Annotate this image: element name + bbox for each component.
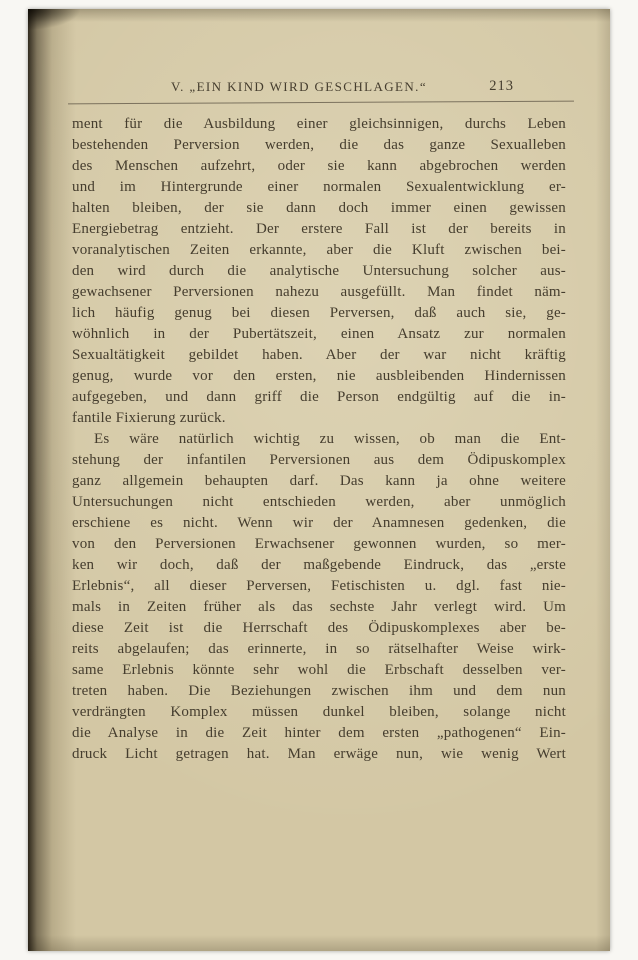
text-line: gewachsener Perversionen nahezu ausgefüllt. Man findet näm- <box>72 284 566 300</box>
text-line: die Analyse in die Zeit hinter dem ersten „pathogenen“ Ein- <box>72 725 566 741</box>
text-line: Erlebnis“, all dieser Perversen, Fetischisten u. dgl. fast nie- <box>72 578 566 594</box>
body-text <box>72 114 566 765</box>
text-line: Untersuchungen nicht entschieden werden, aber unmöglich <box>72 494 566 510</box>
text-line: diese Zeit ist die Herrschaft des Ödipuskomplexes aber be- <box>72 620 566 636</box>
text-line: same Erlebnis könnte sehr wohl die Erbschaft desselben ver- <box>72 662 566 678</box>
text-line: den wird durch die analytische Untersuchung solcher aus- <box>72 263 566 279</box>
text-line: des Menschen aufzehrt, oder sie kann abgebrochen werden <box>72 158 566 174</box>
text-line: genug, wurde vor den ersten, nie ausbleibenden Hindernissen <box>72 368 566 384</box>
text-line: fantile Fixierung zurück. <box>72 410 226 426</box>
scanned-page <box>28 9 610 951</box>
page-content <box>28 9 610 951</box>
running-head <box>72 78 566 98</box>
text-line: treten haben. Die Beziehungen zwischen ihm und dem nun <box>72 683 566 699</box>
text-line: lich häufig genug bei diesen Perversen, daß auch sie, ge- <box>72 305 566 321</box>
text-line: stehung der infantilen Perversionen aus dem Ödipuskomplex <box>72 452 566 468</box>
text-line: und im Hintergrunde einer normalen Sexualentwicklung er- <box>72 179 566 195</box>
text-line: von den Perversionen Erwachsener gewonnen wurden, so mer- <box>72 536 566 552</box>
text-line: bestehenden Perversion werden, die das ganze Sexualleben <box>72 137 566 153</box>
text-line: Es wäre natürlich wichtig zu wissen, ob man die Ent- <box>94 431 566 447</box>
text-line: ganz allgemein behaupten darf. Das kann ja ohne weitere <box>72 473 566 489</box>
text-line: druck Licht getragen hat. Man erwäge nun, wie wenig Wert <box>72 746 566 762</box>
text-line: ken wir doch, daß der maßgebende Eindruck, das „erste <box>72 557 566 573</box>
page-number: 213 <box>489 78 514 94</box>
text-line: voranalytischen Zeiten erkannte, aber die Kluft zwischen bei- <box>72 242 566 258</box>
text-line: aufgegeben, und dann griff die Person endgültig auf die in- <box>72 389 566 405</box>
paragraph <box>72 114 566 429</box>
text-line: wöhnlich in der Pubertätszeit, einen Ansatz zur normalen <box>72 326 566 342</box>
text-line: Energiebetrag entzieht. Der erstere Fall ist der bereits in <box>72 221 566 237</box>
header-rule <box>68 101 574 105</box>
text-line: ment für die Ausbildung einer gleichsinnigen, durchs Leben <box>72 116 566 132</box>
chapter-title: V. „EIN KIND WIRD GESCHLAGEN.“ <box>171 79 427 94</box>
paragraph <box>72 429 566 765</box>
text-line: mals in Zeiten früher als das sechste Jahr verlegt wird. Um <box>72 599 566 615</box>
text-line: Sexualtätigkeit gebildet haben. Aber der war nicht kräftig <box>72 347 566 363</box>
text-line: reits abgelaufen; das erinnerte, in so rätselhafter Weise wirk- <box>72 641 566 657</box>
text-line: halten bleiben, der sie dann doch immer einen gewissen <box>72 200 566 216</box>
text-line: verdrängten Komplex müssen dunkel bleiben, solange nicht <box>72 704 566 720</box>
text-line: erschiene es nicht. Wenn wir der Anamnesen gedenken, die <box>72 515 566 531</box>
